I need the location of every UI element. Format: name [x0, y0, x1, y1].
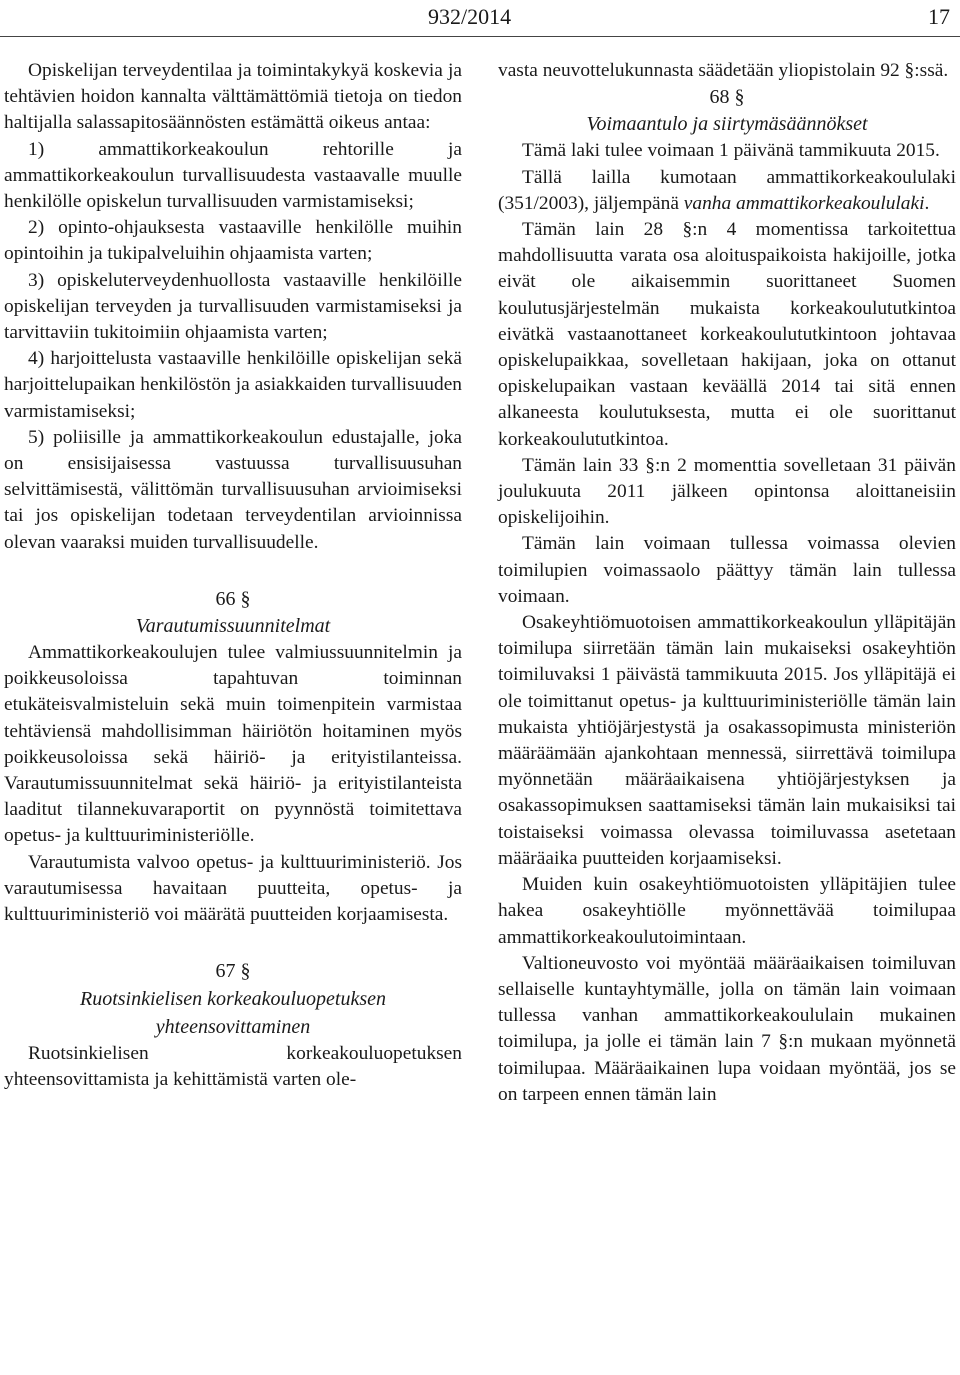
list-item-4: 4) harjoittelusta vastaaville henkilöille opiskelijan sekä harjoittelupaikan henkilöstön ja asiakkaiden turvallisuuden varmistamiseksi; [4, 348, 462, 422]
section-67-number: 67 § [215, 960, 251, 983]
list-item-2: 2) opinto-ohjauksesta vastaaville henkilölle muihin opintoihin ja tukipalveluihin ohjaamista varten; [4, 217, 462, 265]
page-number: 17 [928, 4, 950, 29]
paragraph-2-italic: vanha ammattikorkeakoululaki [683, 192, 925, 214]
right-column [498, 58, 956, 1108]
section-68-paragraph-4: Tämän lain 33 §:n 2 momenttia sovelletaan 31 päivän joulukuuta 2011 jälkeen opintonsa aloittaneisiin opiskelijoihin. [498, 454, 956, 529]
section-68-paragraph-5: Tämän lain voimaan tullessa voimassa olevien toimilupien voimassaolo päättyy tämän lain tullessa voimaan. [498, 533, 956, 607]
section-68-paragraph-1: Tämä laki tulee voimaan 1 päivänä tammikuuta 2015. [522, 140, 940, 162]
section-66-paragraph-2: Varautumista valvoo opetus- ja kulttuuriministeriö. Jos varautumisessa havaitaan puutteita, opetus- ja kulttuuriministeriö voi määrätä puutteiden korjaamisesta. [4, 851, 462, 926]
paragraph-intro: Opiskelijan terveydentilaa ja toimintakykyä koskevia ja tehtävien hoidon kannalta välttämättömiä tietoja on tiedon haltijalla salassapitosäännösten estämättä oikeus antaa: [4, 60, 462, 134]
list-item-1: 1) ammattikorkeakoulun rehtorille ja ammattikorkeakoulun turvallisuudesta vastaavalle muulle henkilölle opiskelun turvallisuuden varmistamiseksi; [4, 138, 462, 213]
list-item-5: 5) poliisille ja ammattikorkeakoulun edustajalle, joka on ensisijaisessa vastuussa turvallisuusuhan selvittämisestä, välittömän turvallisuusuhan arvioimiseksi tai jos opiskelijan todetaan terveydentilan arvioinnissa olevan vaaraksi muiden turvallisuudelle. [4, 426, 462, 553]
section-68-paragraph-8: Valtioneuvosto voi myöntää määräaikaisen toimiluvan sellaiselle kuntayhtymälle, jolla on tämän lain voimaan tullessa vanhan ammattikorkeakoululain mukainen toimilupa, ja jolle ei tämän lain 7 §:n mukaan myönnetä toimilupaa. Määräaikainen lupa voidaan myöntää, jos se on tarpeen ennen tämän lain [498, 952, 956, 1105]
section-68-title: Voimaantulo ja siirtymäsäännökset [586, 113, 868, 136]
section-68-paragraph-3: Tämän lain 28 §:n 4 momentissa tarkoitettua mahdollisuutta varata osa aloituspaikoista hakijoille, jotka eivät ole aikaisemmin suorittaneet Suomen koulutusjärjestelmän mukaista korkeakoulututkintoa eivätkä vastaanottaneet korkeakoulututkintoon johtavaa opiskelupaikkaa, sovelletaan hakijaan, joka on ottanut opiskelupaikan vastaan keväällä 2014 tai sitä ennen alkaneesta koulutuksesta, mutta ei ole suorittanut korkeakoulututkintoa. [498, 219, 956, 450]
section-68-paragraph-7: Muiden kuin osakeyhtiömuotoisten ylläpitäjien tulee hakea osakeyhtiölle myönnettävää toimilupaa ammattikorkeakoulutoimintaan. [498, 874, 956, 948]
paragraph-continued: vasta neuvottelukunnasta säädetään yliopistolain 92 §:ssä. [498, 60, 949, 81]
section-66-paragraph-1: Ammattikorkeakoulujen tulee valmiussuunnitelmin ja poikkeusoloissa tapahtuvan toiminnan etukäteisvalmisteluin sekä muin toimenpitein varmistaa tehtäviensä mahdollisimman häiriötön hoitaminen myös poikkeusoloissa sekä häiriö- ja erityistilanteissa. Varautumissuunnitelmat sekä häiriö- ja erityistilanteista laaditut tilannekuvaraportit on pyynnöstä toimitettava opetus- ja kulttuuriministeriölle. [4, 642, 462, 847]
section-68-number: 68 § [709, 86, 745, 109]
left-column [4, 58, 462, 1093]
list-item-3: 3) opiskeluterveydenhuollosta vastaaville henkilöille opiskelijan terveyden ja turvallisuuden varmistamiseksi ja tarvittaviin tukitoimiin ohjaamista varten; [4, 269, 462, 344]
section-68-paragraph-2 [498, 165, 956, 217]
section-66-title: Varautumissuunnitelmat [135, 615, 331, 638]
section-68-paragraph-6: Osakeyhtiömuotoisen ammattikorkeakoulun ylläpitäjän toimilupa siirretään tämän lain mukaiseksi osakeyhtiön toimiluvaksi 1 päivästä tammikuuta 2015. Jos ylläpitäjä ei ole toimittanut opetus- ja kulttuuriministeriölle tämän lain mukaista yhtiöjärjestystä ja osakassopimusta ministeriön määräämään ajankohtaan mennessä, siirrettävä toimilupa myönnetään määräaikaisena yhtiöjärjestyksen ja osakassopimuksen saattamiseksi tämän lain mukaisiksi tai toistaiseksi voimassa olevassa toimiluvassa asetetaan määräaika puutteiden korjaamiseksi. [498, 612, 956, 869]
document-number: 932/2014 [428, 4, 512, 29]
section-66-number: 66 § [215, 587, 251, 610]
paragraph-2-text: Tällä lailla kumotaan ammattikorkeakoululaki (351/2003), jäljempänä [498, 166, 956, 214]
section-67-paragraph-1: Ruotsinkielisen korkeakouluopetuksen yhteensovittamista ja kehittämistä varten ole- [4, 1042, 462, 1090]
page-header [0, 0, 960, 37]
section-67-title: Ruotsinkielisen korkeakouluopetuksen yhteensovittaminen [79, 987, 386, 1038]
paragraph-2-end: . [924, 192, 930, 214]
